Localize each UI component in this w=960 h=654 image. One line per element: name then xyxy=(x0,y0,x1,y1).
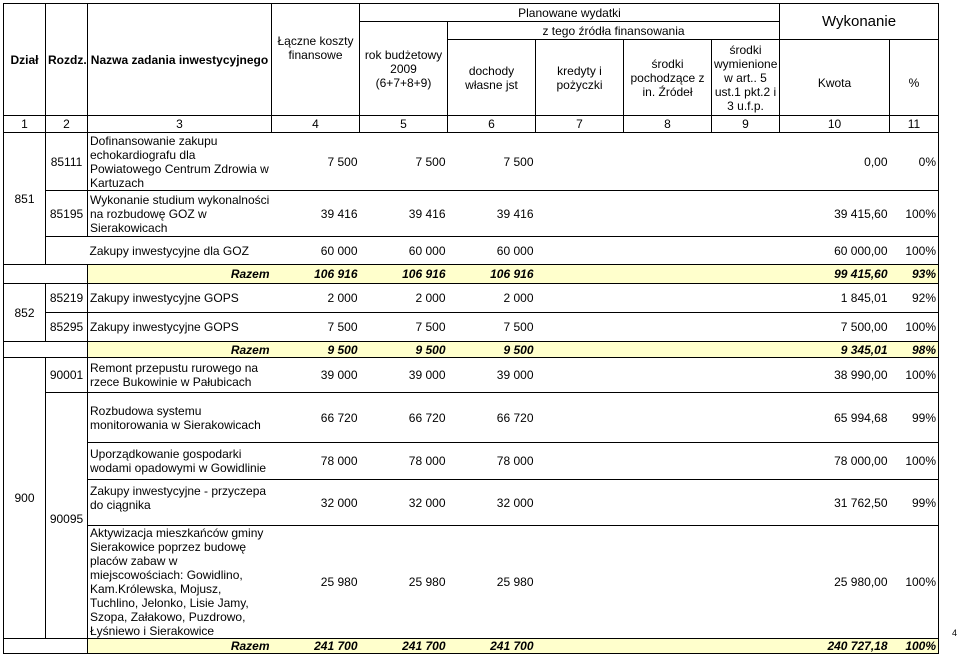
rok-value: 7 500 xyxy=(360,133,448,191)
header-wykonanie: Wykonanie xyxy=(780,4,939,40)
colnum: 1 xyxy=(4,116,46,133)
task-name: Zakupy inwestycyjne GOPS xyxy=(88,284,272,313)
dzial-cell: 851 xyxy=(4,133,46,265)
percent-value: 92% xyxy=(890,284,939,313)
laczne-value: 66 720 xyxy=(272,393,360,443)
table-row xyxy=(4,393,939,443)
header-procent: % xyxy=(890,40,939,116)
table-row xyxy=(4,480,939,526)
colnum: 3 xyxy=(88,116,272,133)
dzial-cell: 852 xyxy=(4,284,46,342)
table-row xyxy=(4,191,939,237)
dochody-value: 25 980 xyxy=(448,526,536,639)
task-name: Zakupy inwestycyjne GOPS xyxy=(88,313,272,342)
dochody-value: 2 000 xyxy=(448,284,536,313)
laczne-value: 7 500 xyxy=(272,313,360,342)
rok-value: 25 980 xyxy=(360,526,448,639)
kwota-value: 60 000,00 xyxy=(780,237,890,265)
kwota-value: 25 980,00 xyxy=(780,526,890,639)
dochody-value: 241 700 xyxy=(448,639,536,654)
kwota-value: 78 000,00 xyxy=(780,443,890,480)
kwota-value: 9 345,01 xyxy=(780,342,890,358)
percent-value: 0% xyxy=(890,133,939,191)
percent-value: 100% xyxy=(890,313,939,342)
percent-value: 98% xyxy=(890,342,939,358)
header-srodki-poch: środki pochodzące z in. Źródeł xyxy=(624,40,712,116)
kwota-value: 1 845,01 xyxy=(780,284,890,313)
rok-value: 39 000 xyxy=(360,358,448,393)
task-name: Rozbudowa systemu monitorowania w Sierakowicach xyxy=(88,393,272,443)
rok-value: 78 000 xyxy=(360,443,448,480)
dochody-value: 7 500 xyxy=(448,313,536,342)
percent-value: 99% xyxy=(890,393,939,443)
dochody-value: 78 000 xyxy=(448,443,536,480)
table-row xyxy=(4,133,939,191)
header-kredyty: kredyty i pożyczki xyxy=(536,40,624,116)
kwota-value: 0,00 xyxy=(780,133,890,191)
kwota-value: 7 500,00 xyxy=(780,313,890,342)
task-name: Uporządkowanie gospodarki wodami opadowymi w Gowidlinie xyxy=(88,443,272,480)
kwota-value: 240 727,18 xyxy=(780,639,890,654)
colnum: 8 xyxy=(624,116,712,133)
rok-value: 2 000 xyxy=(360,284,448,313)
percent-value: 99% xyxy=(890,480,939,526)
percent-value: 100% xyxy=(890,358,939,393)
rozdz-cell: 85111 xyxy=(46,133,88,191)
header-dochody: dochody własne jst xyxy=(448,40,536,116)
task-name: Remont przepustu rurowego na rzece Bukowinie w Pałubicach xyxy=(88,358,272,393)
laczne-value: 2 000 xyxy=(272,284,360,313)
task-name: Dofinansowanie zakupu echokardiografu dla Powiatowego Centrum Zdrowia w Kartuzach xyxy=(88,133,272,191)
percent-value: 100% xyxy=(890,237,939,265)
rok-value: 241 700 xyxy=(360,639,448,654)
laczne-value: 39 000 xyxy=(272,358,360,393)
laczne-value: 9 500 xyxy=(272,342,360,358)
razem-row xyxy=(4,265,939,284)
rok-value: 60 000 xyxy=(360,237,448,265)
laczne-value: 39 416 xyxy=(272,191,360,237)
percent-value: 100% xyxy=(890,191,939,237)
rozdz-cell: 90001 xyxy=(46,358,88,393)
rok-value: 7 500 xyxy=(360,313,448,342)
dochody-value: 106 916 xyxy=(448,265,536,284)
investment-table xyxy=(3,3,939,654)
laczne-value: 25 980 xyxy=(272,526,360,639)
percent-value: 100% xyxy=(890,443,939,480)
colnum: 7 xyxy=(536,116,624,133)
kwota-value: 99 415,60 xyxy=(780,265,890,284)
kwota-value: 31 762,50 xyxy=(780,480,890,526)
rok-value: 66 720 xyxy=(360,393,448,443)
rozdz-cell: 90095 xyxy=(46,480,88,526)
task-name: Zakupy inwestycyjne - przyczepa do ciągnika xyxy=(88,480,272,526)
laczne-value: 7 500 xyxy=(272,133,360,191)
dochody-value: 39 000 xyxy=(448,358,536,393)
table-row xyxy=(4,358,939,393)
rozdz-cell: 85219 xyxy=(46,284,88,313)
laczne-value: 78 000 xyxy=(272,443,360,480)
percent-value: 93% xyxy=(890,265,939,284)
dzial-cell: 900 xyxy=(4,358,46,639)
dochody-value: 7 500 xyxy=(448,133,536,191)
header-rok: rok budżetowy 2009 (6+7+8+9) xyxy=(360,22,448,116)
rozdz-cell xyxy=(46,526,88,639)
table-row xyxy=(4,237,939,265)
rok-value: 39 416 xyxy=(360,191,448,237)
table-row xyxy=(4,443,939,480)
rozdz-cell xyxy=(46,443,88,480)
header-ztego: z tego źródła finansowania xyxy=(448,22,780,40)
dochody-value: 66 720 xyxy=(448,393,536,443)
table-row xyxy=(4,313,939,342)
dochody-value: 32 000 xyxy=(448,480,536,526)
header-planowane: Planowane wydatki xyxy=(360,4,780,22)
razem-label: Razem xyxy=(88,265,272,284)
colnum: 9 xyxy=(712,116,780,133)
rozdz-cell xyxy=(46,393,88,443)
page-number: 4 xyxy=(952,628,958,638)
task-name: Aktywizacja mieszkańców gminy Sierakowice poprzez budowę placów zabaw w miejscowościach: Gowidlino, Kam.Królewska, Mojusz, Tuchlino, Jelonko, Lisie Jamy, Szopa, Załakowo, Puzdrowo, Łyśniewo i Sierakowice xyxy=(88,526,272,639)
task-name: Wykonanie studium wykonalności na rozbudowę GOZ w Sierakowicach xyxy=(88,191,272,237)
header-dzial: Dział xyxy=(4,4,46,116)
percent-value: 100% xyxy=(890,526,939,639)
header-kwota: Kwota xyxy=(780,40,890,116)
dochody-value: 9 500 xyxy=(448,342,536,358)
laczne-value: 241 700 xyxy=(272,639,360,654)
kwota-value: 38 990,00 xyxy=(780,358,890,393)
header-srodki-wym: środki wymienione w art.. 5 ust.1 pkt.2 i 3 u.f.p. xyxy=(712,40,780,116)
colnum: 4 xyxy=(272,116,360,133)
colnum: 11 xyxy=(890,116,939,133)
dochody-value: 39 416 xyxy=(448,191,536,237)
laczne-value: 60 000 xyxy=(272,237,360,265)
kwota-value: 65 994,68 xyxy=(780,393,890,443)
table-row xyxy=(4,284,939,313)
colnum: 10 xyxy=(780,116,890,133)
rozdz-cell: 85295 xyxy=(46,313,88,342)
rok-value: 106 916 xyxy=(360,265,448,284)
header-laczne: Łączne koszty finansowe xyxy=(272,4,360,116)
rok-value: 32 000 xyxy=(360,480,448,526)
percent-value: 100% xyxy=(890,639,939,654)
header-rozdz: Rozdz. xyxy=(46,4,88,116)
task-name: Zakupy inwestycyjne dla GOZ xyxy=(88,237,272,265)
rozdz-cell: 85195 xyxy=(46,191,88,237)
razem-row xyxy=(4,342,939,358)
razem-label: Razem xyxy=(88,639,272,654)
kwota-value: 39 415,60 xyxy=(780,191,890,237)
dochody-value: 60 000 xyxy=(448,237,536,265)
colnum: 2 xyxy=(46,116,88,133)
laczne-value: 106 916 xyxy=(272,265,360,284)
header-nazwa: Nazwa zadania inwestycyjnego xyxy=(88,4,272,116)
razem-label: Razem xyxy=(88,342,272,358)
colnum: 5 xyxy=(360,116,448,133)
rok-value: 9 500 xyxy=(360,342,448,358)
colnum: 6 xyxy=(448,116,536,133)
table-row xyxy=(4,526,939,639)
laczne-value: 32 000 xyxy=(272,480,360,526)
